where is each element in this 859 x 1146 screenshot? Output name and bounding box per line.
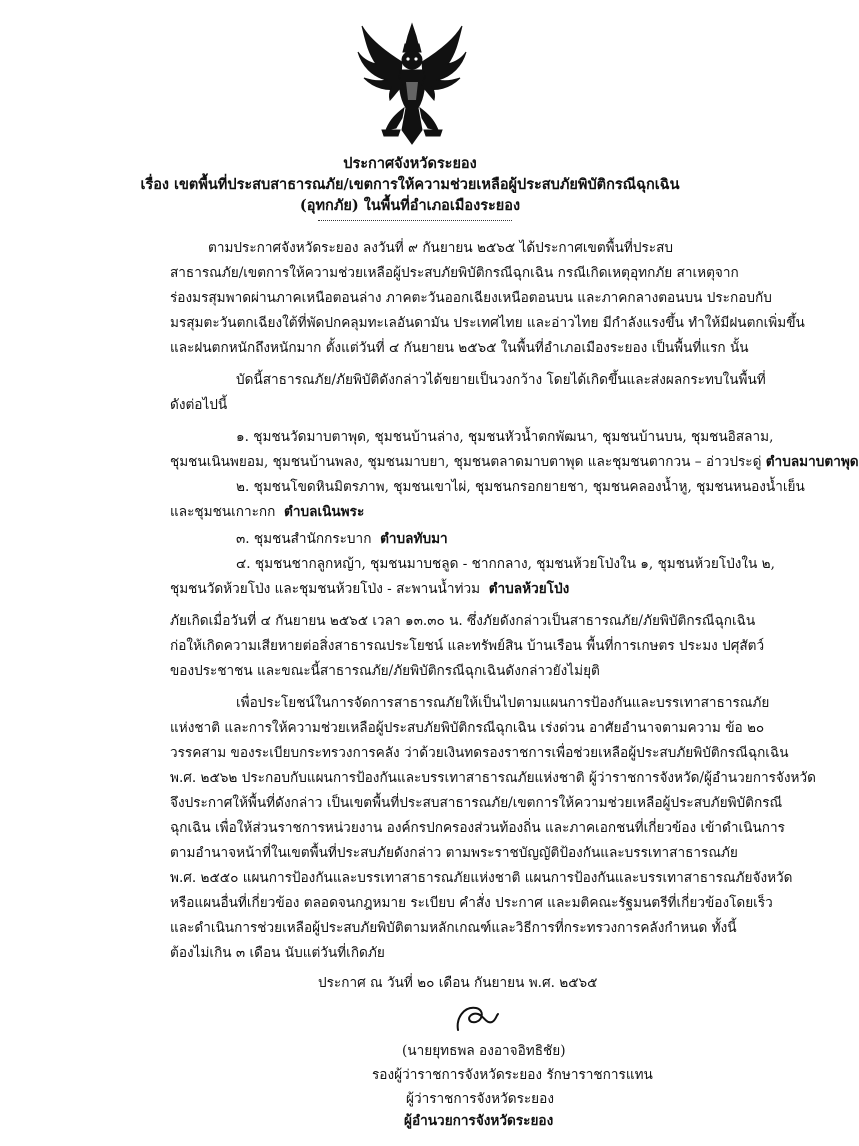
item-4-line-1: ๔. ชุมชนชากลูกหญ้า, ชุมชนมาบชลูด - ชากกลาง, ชุมชนห้วยโป่งใน ๑, ชุมชนห้วยโป่งใน ๒, bbox=[236, 556, 775, 572]
p1-line-2: สาธารณภัย/เขตการให้ความช่วยเหลือผู้ประสบภัยพิบัติกรณีฉุกเฉิน กรณีเกิดเหตุอุทกภัย สาเหตุจาก bbox=[170, 265, 739, 281]
item-2-line-2 bbox=[170, 503, 364, 521]
item-3-line bbox=[236, 530, 448, 548]
item-1-subdistrict: ตำบลมาบตาพุด bbox=[765, 454, 859, 470]
signature-icon bbox=[452, 1000, 500, 1040]
p1-line-5: และฝนตกหนักถึงหนักมาก ตั้งแต่วันที่ ๔ กันยายน ๒๕๖๕ ในพื้นที่อำเภอเมืองระยอง เป็นพื้นที่แรก นั้น bbox=[170, 340, 749, 356]
p4-line-4: พ.ศ. ๒๕๖๒ ประกอบกับแผนการป้องกันและบรรเทาสาธารณภัยแห่งชาติ ผู้ว่าราชการจังหวัด/ผู้อำนวยการจังหวัด bbox=[170, 770, 816, 786]
p1-line-3: ร่องมรสุมพาดผ่านภาคเหนือตอนล่าง ภาคตะวันออกเฉียงเหนือตอนบน และภาคกลางตอนบน ประกอบกับ bbox=[170, 290, 772, 306]
garuda-emblem-icon bbox=[356, 22, 468, 146]
item-2-text: และชุมชนเกาะกก bbox=[170, 504, 276, 520]
p4-line-11: ต้องไม่เกิน ๓ เดือน นับแต่วันที่เกิดภัย bbox=[170, 945, 385, 961]
signer-position-2: ผู้ว่าราชการจังหวัดระยอง bbox=[406, 1091, 554, 1107]
subject-line-2: (อุทกภัย) ในพื้นที่อำเภอเมืองระยอง bbox=[299, 197, 521, 214]
p3-line-3: ของประชาชน และขณะนี้สาธารณภัย/ภัยพิบัติกรณีฉุกเฉินดังกล่าวยังไม่ยุติ bbox=[170, 663, 600, 679]
item-1-line-1: ๑. ชุมชนวัดมาบตาพุด, ชุมชนบ้านล่าง, ชุมชนหัวน้ำตกพัฒนา, ชุมชนบ้านบน, ชุมชนอิสลาม, bbox=[236, 429, 774, 445]
item-2-subdistrict: ตำบลเนินพระ bbox=[284, 504, 365, 520]
p4-line-8: พ.ศ. ๒๕๕๐ แผนการป้องกันและบรรเทาสาธารณภัยแห่งชาติ แผนการป้องกันและบรรเทาสาธารณภัยจังหวัด bbox=[170, 870, 793, 886]
announce-date: ประกาศ ณ วันที่ ๒๐ เดือน กันยายน พ.ศ. ๒๕๖๕ bbox=[318, 975, 598, 991]
p4-line-9: หรือแผนอื่นที่เกี่ยวข้อง ตลอดจนกฎหมาย ระเบียบ คำสั่ง ประกาศ และมติคณะรัฐมนตรีที่เกี่ยวข้องโดยเร็ว bbox=[170, 895, 773, 911]
p1-line-4: มรสุมตะวันตกเฉียงใต้ที่พัดปกคลุมทะเลอันดามัน ประเทศไทย และอ่าวไทย มีกำลังแรงขึ้น ทำให้มีฝนตกเพิ่มขึ้น bbox=[170, 315, 805, 331]
p3-line-2: ก่อให้เกิดความเสียหายต่อสิ่งสาธารณประโยชน์ และทรัพย์สิน บ้านเรือน พื้นที่การเกษตร ประมง ปศุสัตว์ bbox=[170, 638, 765, 654]
announcement-title: ประกาศจังหวัดระยอง bbox=[343, 155, 477, 172]
item-1-line-2 bbox=[170, 453, 859, 471]
signer-name: (นายยุทธพล องอาจอิทธิชัย) bbox=[402, 1043, 566, 1059]
item-4-subdistrict: ตำบลห้วยโป่ง bbox=[488, 581, 570, 597]
p4-line-10: และดำเนินการช่วยเหลือผู้ประสบภัยพิบัติตามหลักเกณฑ์และวิธีการที่กระทรวงการคลังกำหนด ทั้งนี้ bbox=[170, 920, 737, 936]
item-4-text: ชุมชนวัดห้วยโป่ง และชุมชนห้วยโป่ง - สะพานน้ำท่วม bbox=[170, 581, 481, 597]
item-3-text: ๓. ชุมชนสำนักกระบาก bbox=[236, 531, 372, 547]
subject-line: เรื่อง เขตพื้นที่ประสบสาธารณภัย/เขตการให้ความช่วยเหลือผู้ประสบภัยพิบัติกรณีฉุกเฉิน bbox=[140, 176, 680, 193]
signer-position-3: ผู้อำนวยการจังหวัดระยอง bbox=[404, 1113, 554, 1129]
p4-line-6: ฉุกเฉิน เพื่อให้ส่วนราชการหน่วยงาน องค์กรปกครองส่วนท้องถิ่น และภาคเอกชนที่เกี่ยวข้อง เข้าดำเนินการ bbox=[170, 820, 785, 836]
signer-position-1: รองผู้ว่าราชการจังหวัดระยอง รักษาราชการแทน bbox=[372, 1067, 653, 1083]
p3-line-1: ภัยเกิดเมื่อวันที่ ๔ กันยายน ๒๕๖๕ เวลา ๑๓.๓๐ น. ซึ่งภัยดังกล่าวเป็นสาธารณภัย/ภัยพิบัติกรณีฉุกเฉิน bbox=[170, 613, 756, 629]
item-3-subdistrict: ตำบลทับมา bbox=[380, 531, 448, 547]
p4-line-7: ตามอำนาจหน้าที่ในเขตพื้นที่ประสบภัยดังกล่าว ตามพระราชบัญญัติป้องกันและบรรเทาสาธารณภัย bbox=[170, 845, 738, 861]
title-divider bbox=[318, 220, 512, 221]
p4-line-2: แห่งชาติ และการให้ความช่วยเหลือผู้ประสบภัยพิบัติกรณีฉุกเฉิน เร่งด่วน อาศัยอำนาจตามความ ข้อ ๒๐ bbox=[170, 720, 765, 736]
item-4-line-2 bbox=[170, 580, 569, 598]
p4-line-3: วรรคสาม ของระเบียบกระทรวงการคลัง ว่าด้วยเงินทดรองราชการเพื่อช่วยเหลือผู้ประสบภัยพิบัติกรณีฉุกเฉิน bbox=[170, 745, 789, 761]
p2-line-1: บัดนี้สาธารณภัย/ภัยพิบัติดังกล่าวได้ขยายเป็นวงกว้าง โดยได้เกิดขึ้นและส่งผลกระทบในพื้นที่ bbox=[236, 372, 766, 388]
p2-line-2: ดังต่อไปนี้ bbox=[170, 397, 228, 413]
item-1-text: ชุมชนเนินพยอม, ชุมชนบ้านพลง, ชุมชนมาบยา, ชุมชนตลาดมาบตาพุด และชุมชนตากวน – อ่าวประดู่ bbox=[170, 454, 762, 470]
p1-line-1: ตามประกาศจังหวัดระยอง ลงวันที่ ๙ กันยายน ๒๕๖๕ ได้ประกาศเขตพื้นที่ประสบ bbox=[208, 240, 674, 256]
item-2-line-1: ๒. ชุมชนโขดหินมิตรภาพ, ชุมชนเขาไผ่, ชุมชนกรอกยายชา, ชุมชนคลองน้ำหู, ชุมชนหนองน้ำเย็น bbox=[236, 479, 805, 495]
p4-line-5: จึงประกาศให้พื้นที่ดังกล่าว เป็นเขตพื้นที่ประสบสาธารณภัย/เขตการให้ความช่วยเหลือผู้ประสบภัยพิบัติกรณี bbox=[170, 795, 783, 811]
p4-line-1: เพื่อประโยชน์ในการจัดการสาธารณภัยให้เป็นไปตามแผนการป้องกันและบรรเทาสาธารณภัย bbox=[236, 695, 770, 711]
